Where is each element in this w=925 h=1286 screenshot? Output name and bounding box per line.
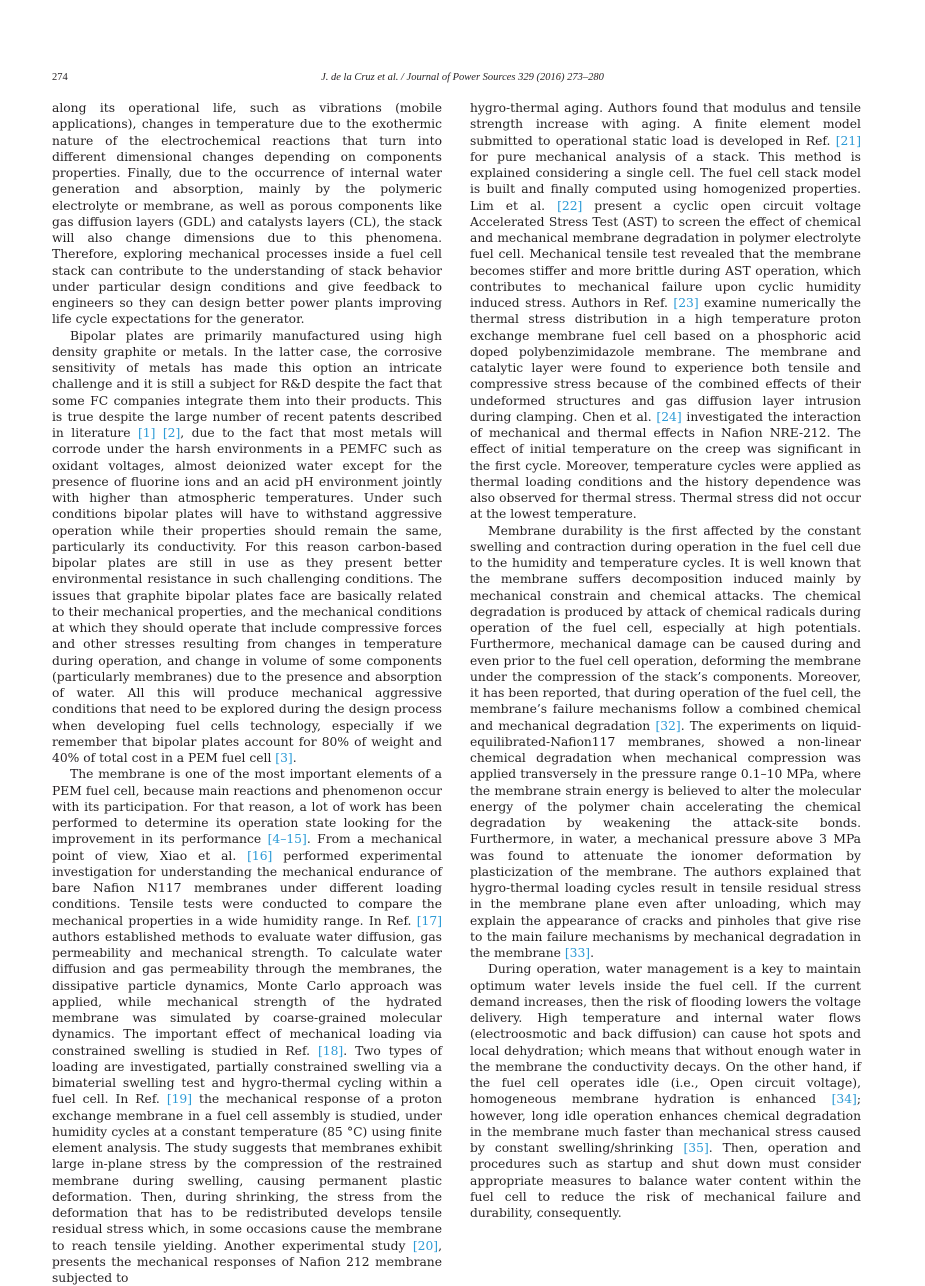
paragraph: [52, 766, 442, 1286]
citation-link[interactable]: [3]: [275, 751, 293, 765]
text: investigated the interaction of mechanical and thermal effects in Nafion NRE-212. The effect of initial temperature on the creep was significant in the first cycle. Moreover, temperature cycles were applied as thermal loading conditions and the history dependence was also observed for thermal stress. Thermal stress did not occur at the lowest temperature.: [470, 409, 862, 522]
right-column: [470, 100, 861, 1221]
citation-link[interactable]: [17]: [416, 913, 442, 928]
text: The membrane is one of the most important elements of a PEM fuel cell, because main reactions and phenomenon occur with its participation. For that reason, a lot of work has been performed to determine its operation state looking for the improvement in its performance: [52, 767, 442, 847]
citation-link[interactable]: [33]: [564, 946, 591, 960]
text: examine numerically the thermal stress distribution in a high temperature proton exchange membrane fuel cell based on a phosphoric acid doped polybenzimidazole membrane. The membrane and catalytic layer were found to experience both tensile and compressive stress because of the combined effects of their undeformed structures and gas diffusion layer intrusion during clamping. Chen et al.: [470, 296, 861, 424]
text: the mechanical response of a proton exchange membrane in a fuel cell assembly is studied, under humidity cycles at a constant temperature (85 °C) using finite element analysis. The study suggests that membranes exhibit large in-plane stress by the compression of the restrained membrane during swelling, causing permanent plastic deformation. Then, during shrinking, the stress from the deformation that has to be redistributed develops tensile residual stress which, in some occasions cause the membrane to reach tensile yielding. Another experimental study: [52, 1092, 443, 1253]
text: .: [590, 946, 595, 960]
text: . The experiments on liquid-equilibrated-Nafion117 membranes, showed a non-linear chemical degradation when mechanical compression was applied transversely in the pressure range 0.1–10 MPa, where the membrane strain energy is believed to alter the molecular energy of the polymer chain accelerating the chemical degradation by weakening the attack-site bonds. Furthermore, in water, a mechanical pressure above 3 MPa was found to attenuate the ionomer deformation by plasticization of the membrane. The authors explained that hygro-thermal loading cycles result in tensile residual stress in the membrane plane even after unloading, which may explain the appearance of cracks and pinholes that give rise to the main failure mechanisms by mechanical degradation in the membrane: [470, 718, 862, 960]
citation-link[interactable]: [32]: [655, 718, 681, 733]
citation-link[interactable]: [16]: [247, 848, 273, 863]
text: along its operational life, such as vibrations (mobile applications), changes in temperature due to the exothermic nature of the electrochemical reactions that turn into different dimensional changes depending on components properties. Finally, due to the occurrence of internal water generation and absorption, mainly by the polymeric electrolyte or membrane, as well as porous components like gas diffusion layers (GDL) and catalysts layers (CL), the stack will also change dimensions due to this phenomena. Therefore, exploring mechanical processes inside a fuel cell stack can contribute to the understanding of stack behavior under particular design conditions and give feedback to engineers so they can design better power plants improving life cycle expectations for the generator.: [52, 101, 442, 327]
text: During operation, water management is a key to maintain optimum water levels inside the fuel cell. If the current demand increases, then the risk of flooding lowers the voltage delivery. High temperature and internal water flows (electroosmotic and back diffusion) can cause hot spots and local dehydration; which means that without enough water in the membrane the conductivity decays. On the other hand, if the fuel cell operates idle (i.e., Open circuit voltage), homogeneous membrane hydration is enhanced: [470, 962, 861, 1107]
text: performed experimental investigation for understanding the mechanical endurance of bare Nafion N117 membranes under different loading conditions. Tensile tests were conducted to compare the mechanical properties in a wide humidity range. In Ref.: [52, 848, 442, 928]
text: ; however, long idle operation enhances chemical degradation in the membrane much faster than mechanical stress caused by constant swelling/shrinking: [470, 1092, 861, 1155]
paragraph: [470, 523, 861, 962]
citation-link[interactable]: [24]: [656, 409, 682, 424]
text: Bipolar plates are primarily manufactured using high density graphite or metals. In the latter case, the corrosive sensitivity of metals has made this option an intricate challenge and it is still a subject for R&D despite the fact that some FC companies integrate them into their products. This is true despite the large number of recent patents described in literature: [52, 328, 442, 440]
text: [155, 426, 162, 440]
citation-link[interactable]: [35]: [683, 1141, 709, 1155]
paragraph: [52, 328, 442, 767]
citation-link[interactable]: [4–15]: [267, 832, 307, 847]
text: , presents the mechanical responses of Nafion 212 membrane subjected to: [52, 1238, 442, 1285]
paragraph: [470, 961, 861, 1221]
left-column: [52, 100, 442, 1286]
citation-link[interactable]: [2]: [162, 426, 181, 440]
running-head: J. de la Cruz et al. / Journal of Power Sources 329 (2016) 273–280: [321, 72, 604, 83]
citation-link[interactable]: [1]: [138, 426, 156, 440]
citation-link[interactable]: [18]: [317, 1043, 344, 1058]
text: . Then, operation and procedures such as startup and shut down must consider appropriate measures to balance water content within the fuel cell to reduce the risk of mechanical failure and durability, consequently.: [470, 1141, 861, 1220]
text: for pure mechanical analysis of a stack. This method is explained considering a single cell. The fuel cell stack model is built and finally computed using homogenized properties. Lim et al.: [470, 149, 861, 213]
text: . From a mechanical point of view, Xiao et al.: [52, 832, 442, 863]
citation-link[interactable]: [21]: [835, 133, 861, 148]
citation-link[interactable]: [23]: [673, 296, 699, 310]
text: hygro-thermal aging. Authors found that modulus and tensile strength increase with aging. A finite element model submitted to operational static load is developed in Ref.: [470, 101, 861, 148]
text: present a cyclic open circuit voltage Accelerated Stress Test (AST) to screen the effect of chemical and mechanical membrane degradation in polymer electrolyte fuel cell. Mechanical tensile test revealed that the membrane becomes stiffer and more brittle during AST operation, which contributes to mechanical failure upon cyclic humidity induced stress. Authors in Ref.: [470, 198, 861, 310]
citation-link[interactable]: [19]: [166, 1092, 193, 1107]
text: , due to the fact that most metals will corrode under the harsh environments in a PEMFC such as oxidant voltages, almost deionized water except for the presence of fluorine ions and an acid pH environment jointly with higher than atmospheric temperatures. Under such conditions bipolar plates will have to withstand aggressive operation while their properties should remain the same, particularly its conductivity. For this reason carbon-based bipolar plates are still in use as they present better environmental resistance in such challenging conditions. The issues that graphite bipolar plates face are basically related to their mechanical properties, and the mechanical conditions at which they should operate that include compressive forces and other stresses resulting from changes in temperature during operation, and change in volume of some components (particularly membranes) due to the presence and absorption of water. All this will produce mechanical aggressive conditions that need to be explored during the design process when developing fuel cells technology, especially if we remember that bipolar plates account for 80% of weight and 40% of total cost in a PEM fuel cell: [52, 426, 442, 765]
text: authors established methods to evaluate water diffusion, gas permeability and mechanical strength. To calculate water diffusion and gas permeability through the membranes, the dissipative particle dynamics, Monte Carlo approach was applied, while mechanical strength of the hydrated membrane was simulated by coarse-grained molecular dynamics. The important effect of mechanical loading via constrained swelling is studied in Ref.: [52, 929, 442, 1058]
page-number: 274: [52, 72, 68, 83]
citation-link[interactable]: [20]: [412, 1238, 439, 1253]
text: .: [292, 751, 297, 765]
paragraph: [52, 100, 442, 328]
text: Membrane durability is the first affected by the constant swelling and contraction during operation in the fuel cell due to the humidity and temperature cycles. It is well known that the membrane suffers decomposition induced mainly by mechanical constrain and chemical attacks. The chemical degradation is produced by attack of chemical radicals during operation of the fuel cell, especially at high potentials. Furthermore, mechanical damage can be caused during and even prior to the fuel cell operation, deforming the membrane under the compression of the stack’s components. Moreover, it has been reported, that during operation of the fuel cell, the membrane’s failure mechanisms follow a combined chemical and mechanical degradation: [470, 523, 861, 733]
citation-link[interactable]: [34]: [831, 1092, 857, 1107]
text: . Two types of loading are investigated, partially constrained swelling via a bimaterial swelling test and hygro-thermal cycling within a fuel cell. In Ref.: [52, 1043, 443, 1107]
citation-link[interactable]: [22]: [557, 198, 583, 213]
paragraph: [470, 100, 861, 523]
